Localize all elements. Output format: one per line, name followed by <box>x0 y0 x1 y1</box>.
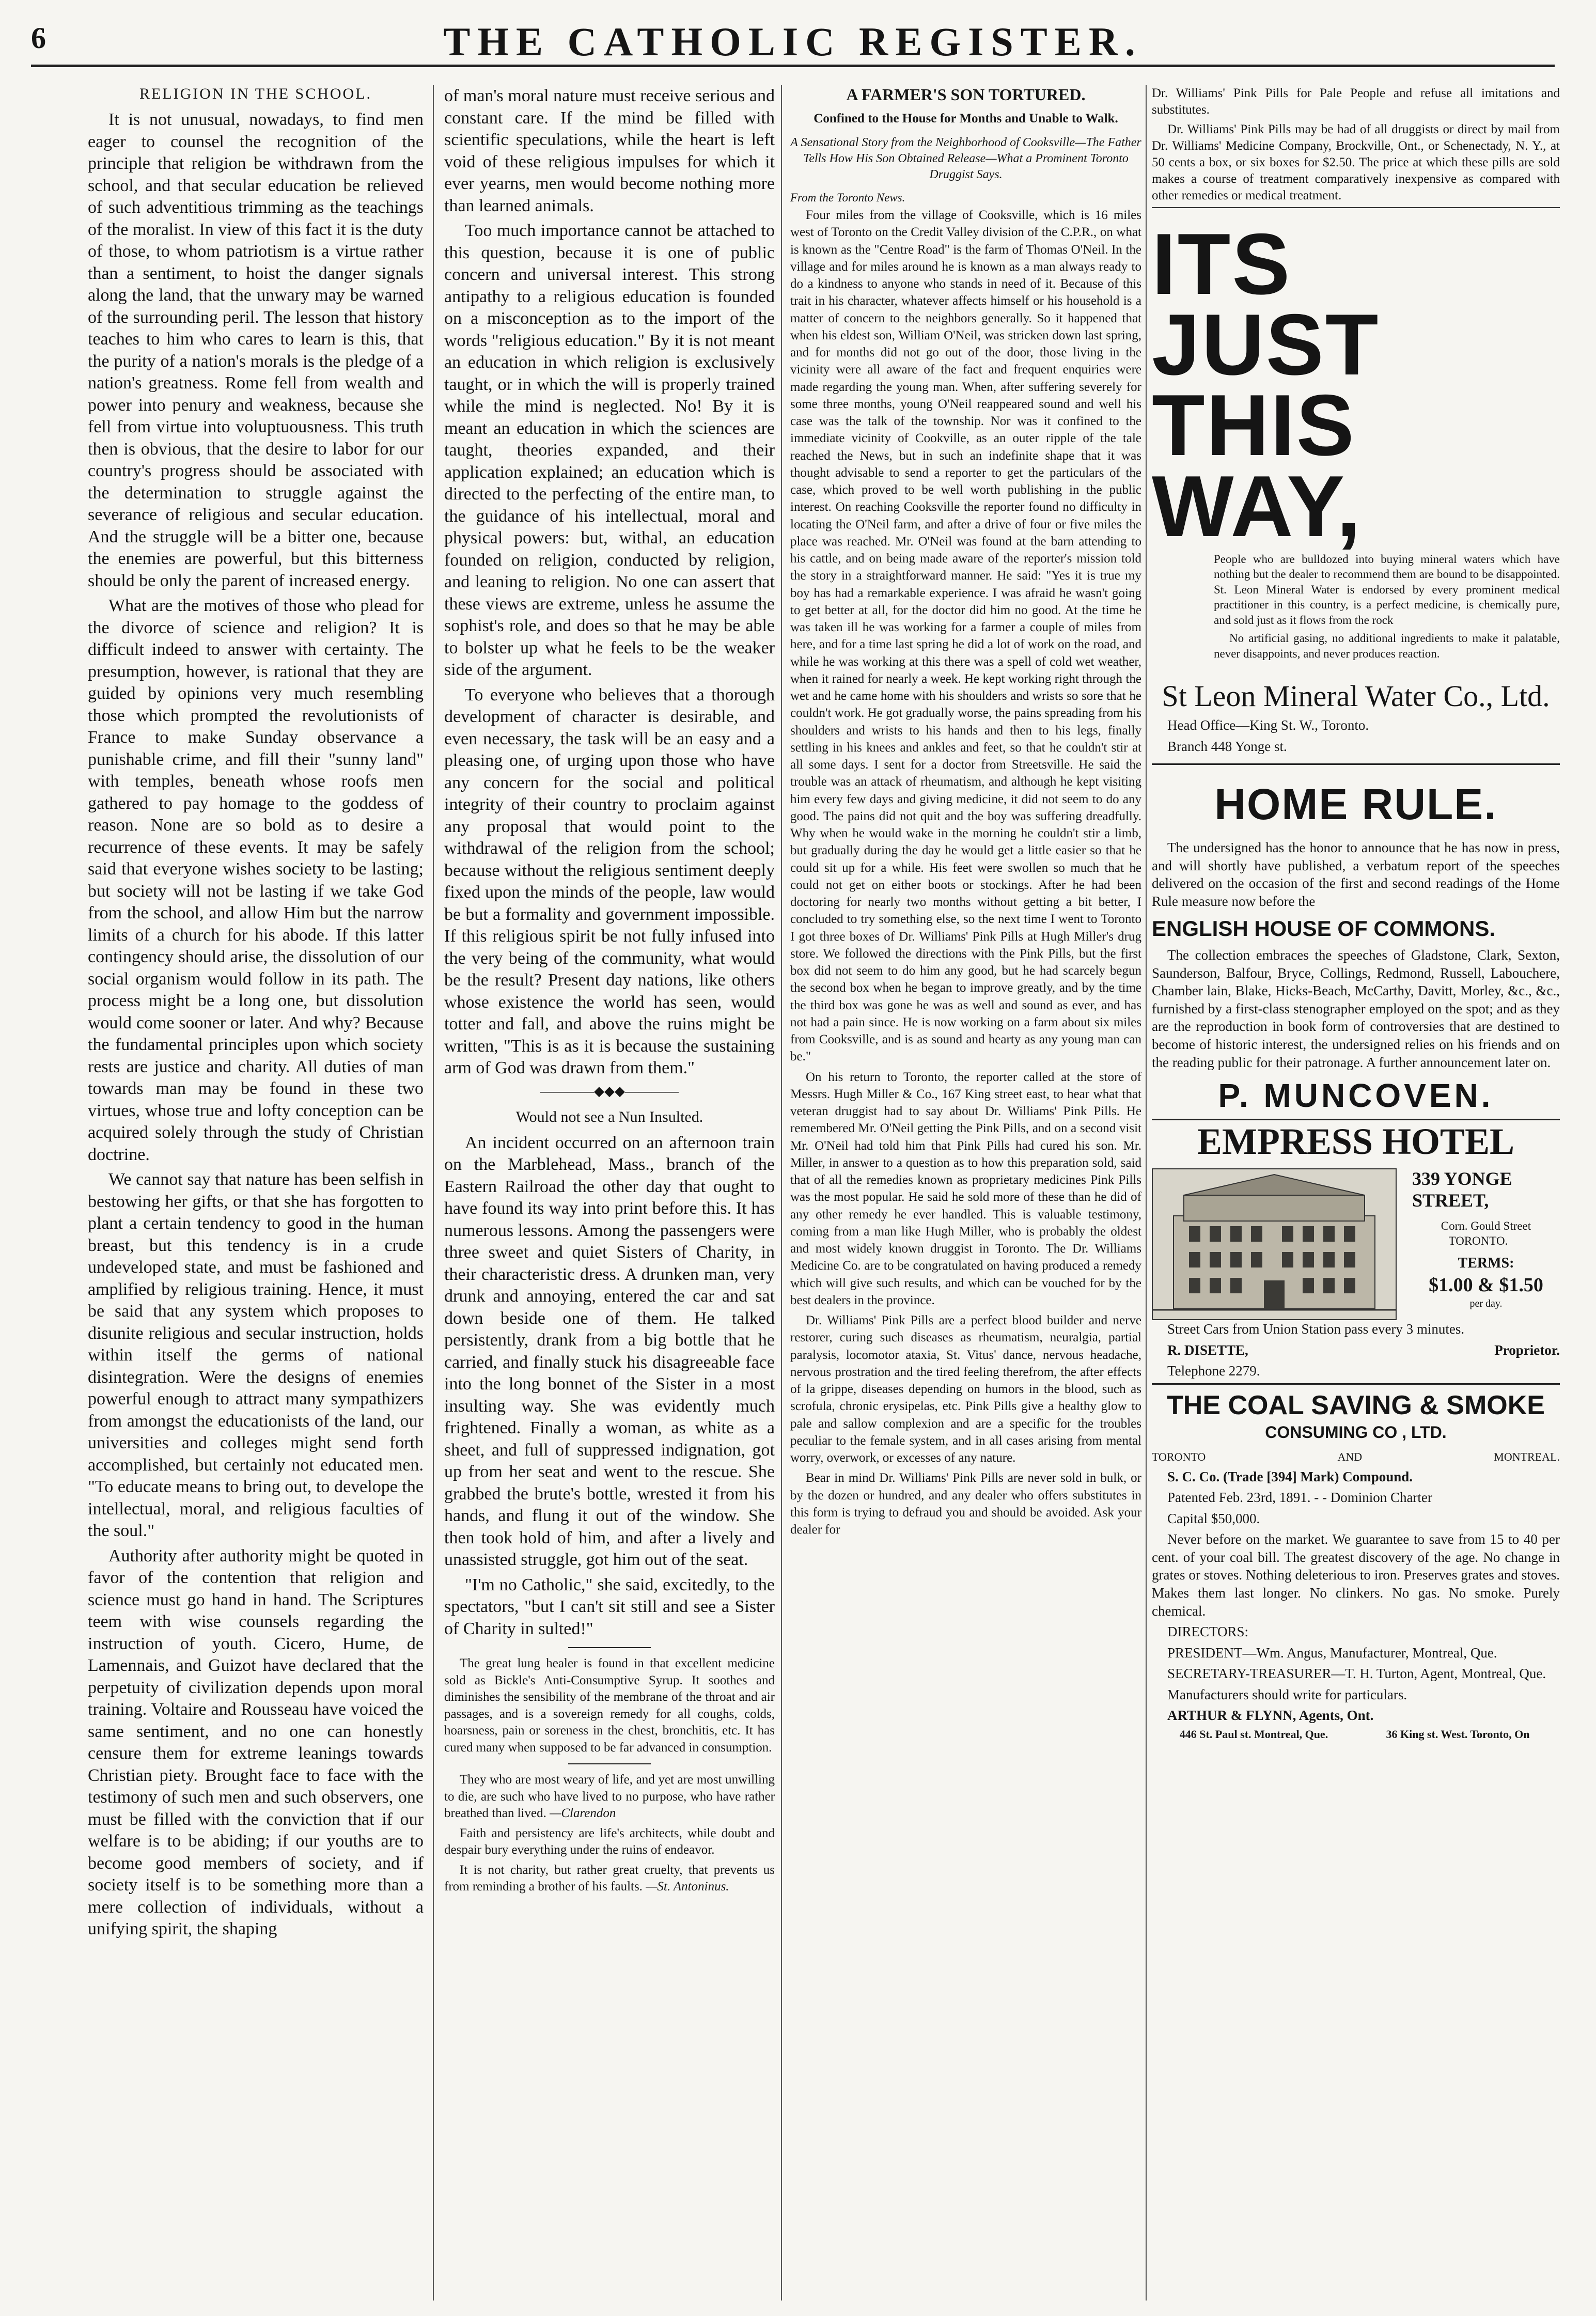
proprietor-name: R. DISETTE, <box>1167 1342 1248 1358</box>
agents-name: ARTHUR & FLYNN, Agents, Ont. <box>1167 1708 1374 1724</box>
hotel-info <box>1397 1168 1560 1320</box>
company-branch: Branch 448 Yonge st. <box>1167 738 1287 754</box>
article-paragraph: Four miles from the village of Cooksville, which is 16 miles west of Toronto on the Credit Valley division of the C.P.R., on what is known as the "Centre Road" is the farm of Thomas O'Neil. In the village and for miles around he is known as a man always ready to do a kindness to anyone who stands in need of it. Because of this trait in his character, whatever affects himself or his household is a matter of concern to the neighbors generally. So it happened that when his eldest son, William O'Neil, was stricken down last spring, and for months did not go out of the door, those living in the vicinity were all aware of the fact and frequent enquiries were made regarding the young man. When, after suffering severely for some three months, young O'Neil reappeared sound and well his case was the talk of the township. Nor was it confined to the immediate vicinity of Cookville, as an outer ripple of the tale reached the News, but in such an indefinite shape that it was thought advisable to send a reporter to get the particulars of the case, which proved to be well worth publishing in the public interest. On reaching Cooksville the reporter found no difficulty in locating the O'Neil farm, and after a drive of four or five miles the place was reached. Mr. O'Neil was found at the barn attending to his cattle, and on being made aware of the reporter's mission told the story in a straightforward manner. He said: "Yes it is true my boy has had a remarkable experience. I was afraid he wasn't going to get better at all, for the doctor did him no good. At the time he was taken ill he was working for a farmer a couple of miles from here, and for a time last spring he did a lot of work on the road, and while he was working at this there was a spell of cold wet weather, when it rained for nearly a week. He kept working right through the wet and he came home with his shoulders and wrists so sore that he couldn't work. He got gradually worse, the pains spreading from his shoulders and wrists to his hands and then to his legs, finally settling in his knees and ankles and feet, so that he couldn't stir at all some days. I sent for a doctor from Streetsville. He said the trouble was an attack of rheumatism, and although he kept visiting him every few days and giving medicine, it did not seem to do any good. The pains did not quit and the boy was suffering dreadfully. Why when he would wake in the morning he couldn't stir a limb, but gradually during the day he would get a little easier so that he could sit up for a while. His feet were swollen so much that he could not get on either boots or stockings. After he had been doctoring for nearly two months without getting a bit better, I concluded to try something else, so the next time I went to Toronto I got three boxes of Dr. Williams' Pink Pills at Hugh Miller's drug store. We followed the directions with the Pink Pills, but the first box did not seem to do him any good, but he had scarcely begun the second box when he began to improve greatly, and by the time the third box was gone he was as well and sound as ever, and has not had a pain since. He is now working on a farm about six miles from Cooksville, and is as sound and hearty as any young man can be." <box>790 208 1141 1064</box>
article-paragraph: To everyone who believes that a thorough development of character is desirable, and even necessary, the task will be an easy and a pleasing one, of urging upon those who have any concern for the social and political integrity of their country to proclaim against any proposal that would point to the withdrawal of the religion from the school; because without the religious sentiment deeply fixed upon the minds of the people, law would be but a formality and government impossible. If this religious spirit be not fully infused into the very being of the community, what would be the result? Present day nations, like others whose existence the world has seen, would totter and fall, and above the ruins might be written, "This is as it is because the sustaining arm of God was drawn from them." <box>444 685 775 1077</box>
article-paragraph: What are the motives of those who plead for the divorce of science and religion? It is difficult indeed to answer with certainty. The presumption, however, is rational that they are guided by opinions very much resembling those which prompted the revolutionists of France to make Sunday observance a punishable crime, and fill their "sunny land" with temples, beneath whose roofs men gathered to pay homage to the goddess of reason. None are so bold as to desire a recurrence of these events. It may be safely said that everyone wishes society to be lasting; but society will not be lasting if we take God from the school, and allow Him but the narrow limits of a church for his abode. If this latter contingency should arise, the dissolution of our social organism would follow in its path. The process might be a long one, but dissolution would come sooner or later. And why? Because the fundamental principles upon which society rests are justice and charity. All duties of man towards man may be found in these two virtues, whose true and lofty conception can be acquired solely through the study of Christian doctrine. <box>88 596 424 1164</box>
lung-healer-notice: The great lung healer is found in that excellent medicine sold as Bickle's Anti-Consumptive Syrup. It soothes and diminishes the sensibility of the membrane of the throat and air passages, and is a sovereign remedy for all coughs, colds, hoarsness, pain or soreness in the chest, bronchitis, etc. It has cured many when supposed to be far advanced in consumption. <box>444 1656 775 1755</box>
hotel-rate-unit: per day. <box>1469 1298 1503 1310</box>
column-divider <box>781 85 782 2301</box>
column-advertisements <box>1152 85 1560 2301</box>
manufacturers-note: Manufacturers should write for particulars. <box>1167 1686 1407 1702</box>
agent-addresses: 446 St. Paul st. Montreal, Que. 36 King st. West. Toronto, On <box>1179 1727 1530 1741</box>
article-paragraph: It is not unusual, nowadays, to find men eager to counsel the recognition of the principle that religion be withdrawn from the school, and that secular education be relieved of such adventitious trimming as the teachings of the moralist. In view of this fact it is the duty of those, to whom patriotism is a virtue rather than a sentiment, to hoist the danger signals along the land, that the unwary may be warned of the surrounding peril. The lesson that history teaches to him who cares to learn is this, that the purity of a nation's morals is the pledge of a nation's greatness. Rome fell from wealth and power into penury and weakness, because she fell from virtue into voluptuousness. This truth then is obvious, that the desire to labor for our country's progress should be associated with the determination to struggle against the severance of religious and secular education. And the struggle will be a bitter one, because the enemies are powerful, but this bitterness should be only the parent of increased energy. <box>88 110 424 590</box>
home-rule-headline: HOME RULE. <box>1214 780 1497 829</box>
article-subtitle: Confined to the House for Months and Unable to Walk. <box>813 112 1118 126</box>
directors-label: DIRECTORS: <box>1167 1624 1249 1640</box>
hotel-name: EMPRESS HOTEL <box>1197 1121 1515 1163</box>
hotel-illustration-svg <box>1153 1169 1396 1319</box>
article-paragraph: "I'm no Catholic," she said, excitedly, to the spectators, "but I can't sit still and see a Sister of Charity in sulted!" <box>444 1575 775 1638</box>
article-paragraph: Bear in mind Dr. Williams' Pink Pills are never sold in bulk, or by the dozen or hundred, and any dealer who offers substitutes in this form is trying to defraud you and should be avoided. Ask your dealer for <box>790 1471 1141 1537</box>
hotel-corner: Corn. Gould Street TORONTO. <box>1441 1219 1531 1248</box>
hotel-building-illustration <box>1152 1168 1397 1320</box>
article-paragraph: of man's moral nature must receive serious and constant care. If the mind be filled with scientific speculations, while the heart is left void of these religious impulses for which it ever yearns, men would become nothing more than learned animals. <box>444 86 775 215</box>
home-rule-advertisement <box>1152 763 1560 1115</box>
coal-cities: TORONTO AND MONTREAL. <box>1152 1450 1560 1463</box>
column-two <box>444 85 775 2301</box>
pink-pills-paragraph: Dr. Williams' Pink Pills may be had of all druggists or direct by mail from Dr. Williams' Medicine Company, Brockville, Ont., or Schenectady, N. Y., at 50 cents a box, or six boxes for $2.50. The price at which these pills are sold makes a course of treatment comparatively inexpensive as compared with other remedies or medical treatment. <box>1152 122 1560 202</box>
coal-company-title: THE COAL SAVING & SMOKE <box>1167 1390 1545 1420</box>
english-house-heading: ENGLISH HOUSE OF COMMONS. <box>1152 916 1496 941</box>
page-header <box>31 15 1555 67</box>
column-divider <box>1146 85 1147 2301</box>
article-title: A FARMER'S SON TORTURED. <box>846 85 1086 104</box>
director: PRESIDENT—Wm. Angus, Manufacturer, Montreal, Que. <box>1167 1645 1497 1661</box>
its-just-this-way-headline: ITS JUST THIS WAY, <box>1152 215 1380 555</box>
streetcars-note: Street Cars from Union Station pass every 3 minutes. <box>1167 1321 1465 1337</box>
hotel-terms-label: TERMS: <box>1458 1255 1514 1271</box>
st-leon-copy: People who are bulldozed into buying mineral waters which have nothing but the dealer to recommend them are bound to be disappointed. St. Leon Mineral Water is endorsed by every prominent medical practitioner in this country, is a perfect medicine, is chemically pure, and sold just as it flows from the rock No artificial gasing, no additional ingredients to make it palatable, never disappoints, and never produces reaction. <box>1214 552 1560 660</box>
collection-paragraph: The collection embraces the speeches of Gladstone, Clark, Sexton, Saunderson, Balfour, Bryce, Collings, Redmond, Russell, Labouchere, Chamber lain, Blake, Hicks-Beach, McCarthy, Davitt, Morley, &c., &c., furnished by a first-class stenographer employed on the spot; and as they are the reproduction in book form of controversies that are destined to become of historic interest, the undersigned relies on his friends and on the reading public for their patronage. A further announcement later on. <box>1152 947 1560 1070</box>
column-divider <box>433 85 434 2301</box>
home-rule-paragraph: The undersigned has the honor to announce that he has now in press, and will shortly have published, a verbatum report of the speeches delivered on the occasion of the first and second readings of the Home Rule measure now before the <box>1152 840 1560 909</box>
article-paragraph: We cannot say that nature has been selfish in bestowing her gifts, or that she has forgotten to plant a certain tendency to good in the human breast, but this tendency is in a crude undeveloped state, and must be fashioned and amplified by religious training. Hence, it must be said that any system which proposes to disunite religious and secular instruction, holds within itself the germs of national disintegration. Were the designs of enemies powerful enough to attract many sympathizers from amongst the educationists of the land, our universities and colleges might send forth accomplished, but certainly not educated men. "To educate means to bring out, to develope the intellectual, moral, and religious faculties of the soul." <box>88 1170 424 1540</box>
quote: Faith and persistency are life's architects, while doubt and despair bury everything under the ruins of endeavor. <box>444 1826 775 1857</box>
page-number: 6 <box>31 21 46 55</box>
article-title-nun: Would not see a Nun Insulted. <box>515 1108 703 1125</box>
coal-company-subtitle: CONSUMING CO , LTD. <box>1265 1422 1447 1442</box>
column-religion-in-school <box>88 85 424 2301</box>
column-farmers-son <box>790 85 1141 2301</box>
company-name: St Leon Mineral Water Co., Ltd. <box>1162 679 1550 713</box>
pink-pills-continued: Dr. Williams' Pink Pills for Pale People and refuse all imitations and substitutes. <box>1152 86 1560 117</box>
company-head-office: Head Office—King St. W., Toronto. <box>1167 717 1369 733</box>
empress-hotel-advertisement <box>1152 1119 1560 1380</box>
article-paragraph: On his return to Toronto, the reporter called at the store of Messrs. Hugh Miller & Co., 167 King street east, to hear what that veteran druggist had to say about Dr. Williams' Pink Pills. He remembered Mr. O'Neil getting the Pink Pills, and on a second visit Mr. O'Neil had told him that Pink Pills had cured his son. Mr. Miller, in answer to a question as to how this preparation sold, said that of all the remedies known as proprietary medicines Pink Pills was the most popular. He said he sold more of these than he did of any other remedy he ever handled. This is valuable testimony, coming from a man like Hugh Miller, who is probably the oldest and most widely known druggist in Toronto. The Dr. Williams Medicine Co. are to be congratulated on having produced a remedy which will give such results, and which can be vouched for by the best dealers in the province. <box>790 1070 1141 1307</box>
hotel-details <box>1152 1168 1560 1320</box>
advertiser-name: P. MUNCOVEN. <box>1218 1077 1494 1115</box>
coal-compound: S. C. Co. (Trade [394] Mark) Compound. <box>1167 1468 1413 1484</box>
proprietor-label: Proprietor. <box>1494 1342 1560 1358</box>
newspaper-masthead: THE CATHOLIC REGISTER. <box>443 19 1143 64</box>
article-source: From the Toronto News. <box>790 191 905 205</box>
quote: It is not charity, but rather great cruelty, that prevents us from reminding a brother of his faults. —St. Antoninus. <box>444 1863 775 1894</box>
hotel-telephone: Telephone 2279. <box>1167 1363 1260 1379</box>
article-paragraph: Too much importance cannot be attached to this question, because it is one of public concern and universal interest. This strong antipathy to a religious education is founded on a misconception as to the import of the words "religious education." By it is not meant an education in which religion is exclusively taught, or in which the will is properly trained while the mind is neglected. No! By it is meant an education in which the sciences are taught, theories expanded, and their application explained; an education which is directed to the perfecting of the entire man, to the guidance of his intellectual, moral and physical powers: but, withal, an education founded on religion, conducted by religion, and leaning to religion. No one can assert that these views are extreme, unless he assume the sophist's role, and does so that he may be able to bolster up what he feels to be the weaker side of the argument. <box>444 221 775 679</box>
article-deck: A Sensational Story from the Neighborhood of Cooksville—The Father Tells How His Son Obtained Release—What a Prominent Toronto Druggist Says. <box>790 135 1141 181</box>
hotel-address: STREET, <box>1412 1190 1489 1211</box>
coal-description: Never before on the market. We guarantee to save from 15 to 40 per cent. of your coal bill. The greatest discovery of the age. No change in grates or stoves. Nothing deleterious to iron. Preserves grates and stoves. Makes them last longer. No clinkers. No gas. No smoke. Purely chemical. <box>1152 1531 1560 1619</box>
coal-capital: Capital $50,000. <box>1167 1510 1260 1526</box>
quote: They who are most weary of life, and yet are most unwilling to die, are such who have lived to no purpose, who have rather breathed than lived. —Clarendon <box>444 1773 775 1820</box>
article-paragraph: Dr. Williams' Pink Pills are a perfect blood builder and nerve restorer, curing such diseases as rheumatism, neuralgia, partial paralysis, locomotor ataxia, St. Vitus' dance, nervous headache, nervous prostration and the tired feeling therefrom, the after effects of la grippe, diseases depending on humors in the blood, such as scrofula, chronic erysipelas, etc. Pink Pills give a healthy glow to pale and sallow complexion and are a specific for the troubles peculiar to the female system, and in all cases arising from mental worry, overwork, or excesses of any nature. <box>790 1313 1141 1465</box>
coal-saving-advertisement <box>1152 1383 1560 1741</box>
article-paragraph: An incident occurred on an afternoon train on the Marblehead, Mass., branch of the Eastern Railroad the other day that ought to have found its way into print before this. It has numerous lessons. Among the passengers were three sweet and quiet Sisters of Charity, in their characteristic dress. A drunken man, very drunk and annoying, entered the car and sat down beside one of them. He talked persistently, drank from a big bottle that he carried, and finally stuck his disagreeable face into the long bonnet of the Sister in a most insulting way. She was evidently much frightened. Finally a woman, as white as a sheet, and full of suppressed indignation, got up from her seat and went to the rescue. She grabbed the brute's bottle, wrested it from his hands, and flung it out of the window. She then took hold of him, and after a lively and unassisted struggle, got him out of the seat. <box>444 1133 775 1569</box>
ornament-divider: ————◆◆◆———— <box>540 1083 679 1099</box>
hotel-address: 339 YONGE <box>1412 1168 1512 1190</box>
director: SECRETARY-TREASURER—T. H. Turton, Agent, Montreal, Que. <box>1167 1666 1546 1682</box>
article-paragraph: Authority after authority might be quoted in favor of the contention that religion and science must go hand in hand. The Scriptures teem with wise counsels regarding the instruction of youth. Cicero, Hume, de Lamennais, and Guizot have declared that the perpetuity of civilization depends upon moral training. Voltaire and Rousseau have voiced the same sentiment, and no one can honestly censure them for extreme leanings towards Christian piety. Brought face to face with the testimony of such men and such observers, one must be filled with the conviction that if our welfare is to be abiding; if our youths are to become good members of society, and if society itself is to be something more than a mere collection of individuals, without a unifying spirit, the shaping <box>88 1546 424 1938</box>
article-title: RELIGION IN THE SCHOOL. <box>139 85 372 102</box>
divider <box>568 1763 651 1764</box>
coal-patented: Patented Feb. 23rd, 1891. - - Dominion Charter <box>1167 1490 1432 1506</box>
st-leon-advertisement <box>1152 207 1560 755</box>
proprietor-line <box>1152 1341 1560 1359</box>
hotel-rate: $1.00 & $1.50 <box>1429 1274 1543 1296</box>
divider <box>568 1647 651 1648</box>
